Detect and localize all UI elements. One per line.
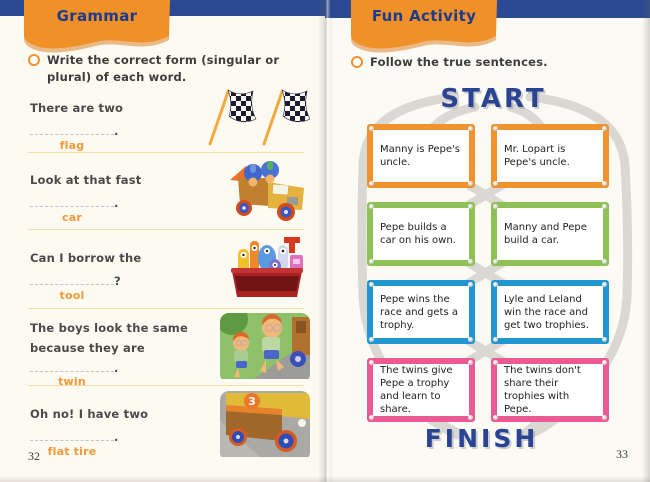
instruction-text: Follow the true sentences. xyxy=(370,55,548,69)
sentence-box[interactable] xyxy=(491,358,609,422)
screw-dot xyxy=(602,204,607,209)
screw-dot xyxy=(369,415,374,420)
screw-dot xyxy=(468,415,473,420)
sentence-text: Mr. Lopart is Pepe's uncle. xyxy=(504,144,570,168)
sentence-box[interactable] xyxy=(491,124,609,188)
sentence-text: Manny is Pepe's uncle. xyxy=(380,144,460,168)
screw-dot xyxy=(602,337,607,342)
answer-hint: twin xyxy=(58,375,86,389)
sentence-box[interactable] xyxy=(367,358,475,422)
sentence-punctuation: . xyxy=(114,196,119,210)
flag-left xyxy=(210,90,256,144)
screw-dot xyxy=(468,126,473,131)
screw-dot xyxy=(493,415,498,420)
sentence-text: Lyle and Leland win the race and get two trophies. xyxy=(504,293,589,331)
sentence-box-grid xyxy=(367,124,609,422)
sentence-box[interactable] xyxy=(367,280,475,344)
exercise-item-tool xyxy=(22,232,310,308)
answer-hint: flag xyxy=(59,139,85,152)
flag-right xyxy=(264,90,310,144)
sentence xyxy=(22,169,224,224)
exercise-list xyxy=(22,88,310,464)
screw-dot xyxy=(493,360,498,365)
grammar-banner xyxy=(22,0,172,56)
sentence-box[interactable] xyxy=(367,202,475,266)
sentence-text: There are two xyxy=(30,101,124,115)
race-car-image xyxy=(224,156,310,228)
sentence-punctuation: . xyxy=(114,361,119,376)
screw-dot xyxy=(493,259,498,264)
screw-dot xyxy=(369,360,374,365)
screw-dot xyxy=(369,259,374,264)
sentence-text: Can I borrow the xyxy=(30,251,142,265)
screw-dot xyxy=(602,126,607,131)
sentence-box[interactable] xyxy=(491,280,609,344)
grammar-instruction xyxy=(28,52,300,85)
sentence-box[interactable] xyxy=(367,124,475,188)
screw-dot xyxy=(493,204,498,209)
exercise-item-twin xyxy=(22,311,310,389)
sentence-text: Pepe wins the race and gets a trophy. xyxy=(380,293,458,331)
page-number-right: 33 xyxy=(616,447,628,461)
svg-text:3: 3 xyxy=(248,395,256,408)
screw-dot xyxy=(493,181,498,186)
answer-hint: flat tire xyxy=(47,445,97,458)
flat-tire-car-photo xyxy=(220,391,310,461)
answer-hint: car xyxy=(62,211,82,224)
right-page-fun-activity xyxy=(325,0,650,482)
sentence-text: Look at that fast xyxy=(30,173,142,187)
screw-dot xyxy=(468,360,473,365)
banner-title: Fun Activity xyxy=(371,7,477,25)
sentence-text: The twins give Pepe a trophy and learn to share. xyxy=(380,365,453,415)
screw-dot xyxy=(602,181,607,186)
answer-blank[interactable] xyxy=(30,361,114,389)
screw-dot xyxy=(602,415,607,420)
screw-dot xyxy=(602,259,607,264)
screw-dot xyxy=(493,337,498,342)
sentence xyxy=(22,247,222,302)
screw-dot xyxy=(468,337,473,342)
banner-title: Grammar xyxy=(56,7,138,25)
bullet-icon xyxy=(351,56,363,68)
page-number-left: 32 xyxy=(28,449,40,463)
finish-label: FINISH xyxy=(424,424,539,453)
toolbox-image xyxy=(222,233,310,307)
sentence-punctuation: ? xyxy=(114,274,121,288)
screw-dot xyxy=(493,126,498,131)
sentence-text: Oh no! I have two xyxy=(30,407,149,421)
exercise-item-car xyxy=(22,155,310,229)
screw-dot xyxy=(468,204,473,209)
screw-dot xyxy=(369,181,374,186)
activity-instruction xyxy=(351,54,631,71)
screw-dot xyxy=(468,181,473,186)
twins-photo xyxy=(220,313,310,383)
exercise-item-flat-tire xyxy=(22,388,310,464)
screw-dot xyxy=(468,259,473,264)
screw-dot xyxy=(602,282,607,287)
fun-activity-banner xyxy=(349,0,499,56)
answer-blank[interactable] xyxy=(30,196,114,224)
screw-dot xyxy=(369,204,374,209)
sentence-punctuation: . xyxy=(114,124,119,138)
sentence xyxy=(22,318,220,389)
screw-dot xyxy=(369,337,374,342)
start-label: START xyxy=(440,84,547,114)
checkered-flags-image xyxy=(206,86,310,154)
sentence xyxy=(22,97,206,152)
screw-dot xyxy=(369,126,374,131)
instruction-text: Write the correct form (singular or plural) of each word. xyxy=(47,53,280,84)
screw-dot xyxy=(493,282,498,287)
sentence-text: The boys look the same because they are xyxy=(30,320,188,355)
screw-dot xyxy=(369,282,374,287)
answer-blank[interactable] xyxy=(30,124,114,152)
exercise-item-flags xyxy=(22,88,310,152)
screw-dot xyxy=(468,282,473,287)
sentence-punctuation: . xyxy=(114,430,119,444)
sentence-text: The twins don't share their trophies with Pepe. xyxy=(504,365,581,415)
sentence-text: Manny and Pepe build a car. xyxy=(504,222,587,246)
answer-hint: tool xyxy=(59,289,85,302)
answer-blank[interactable] xyxy=(30,274,114,302)
screw-dot xyxy=(602,360,607,365)
sentence-box[interactable] xyxy=(491,202,609,266)
sentence-text: Pepe builds a car on his own. xyxy=(380,222,456,246)
